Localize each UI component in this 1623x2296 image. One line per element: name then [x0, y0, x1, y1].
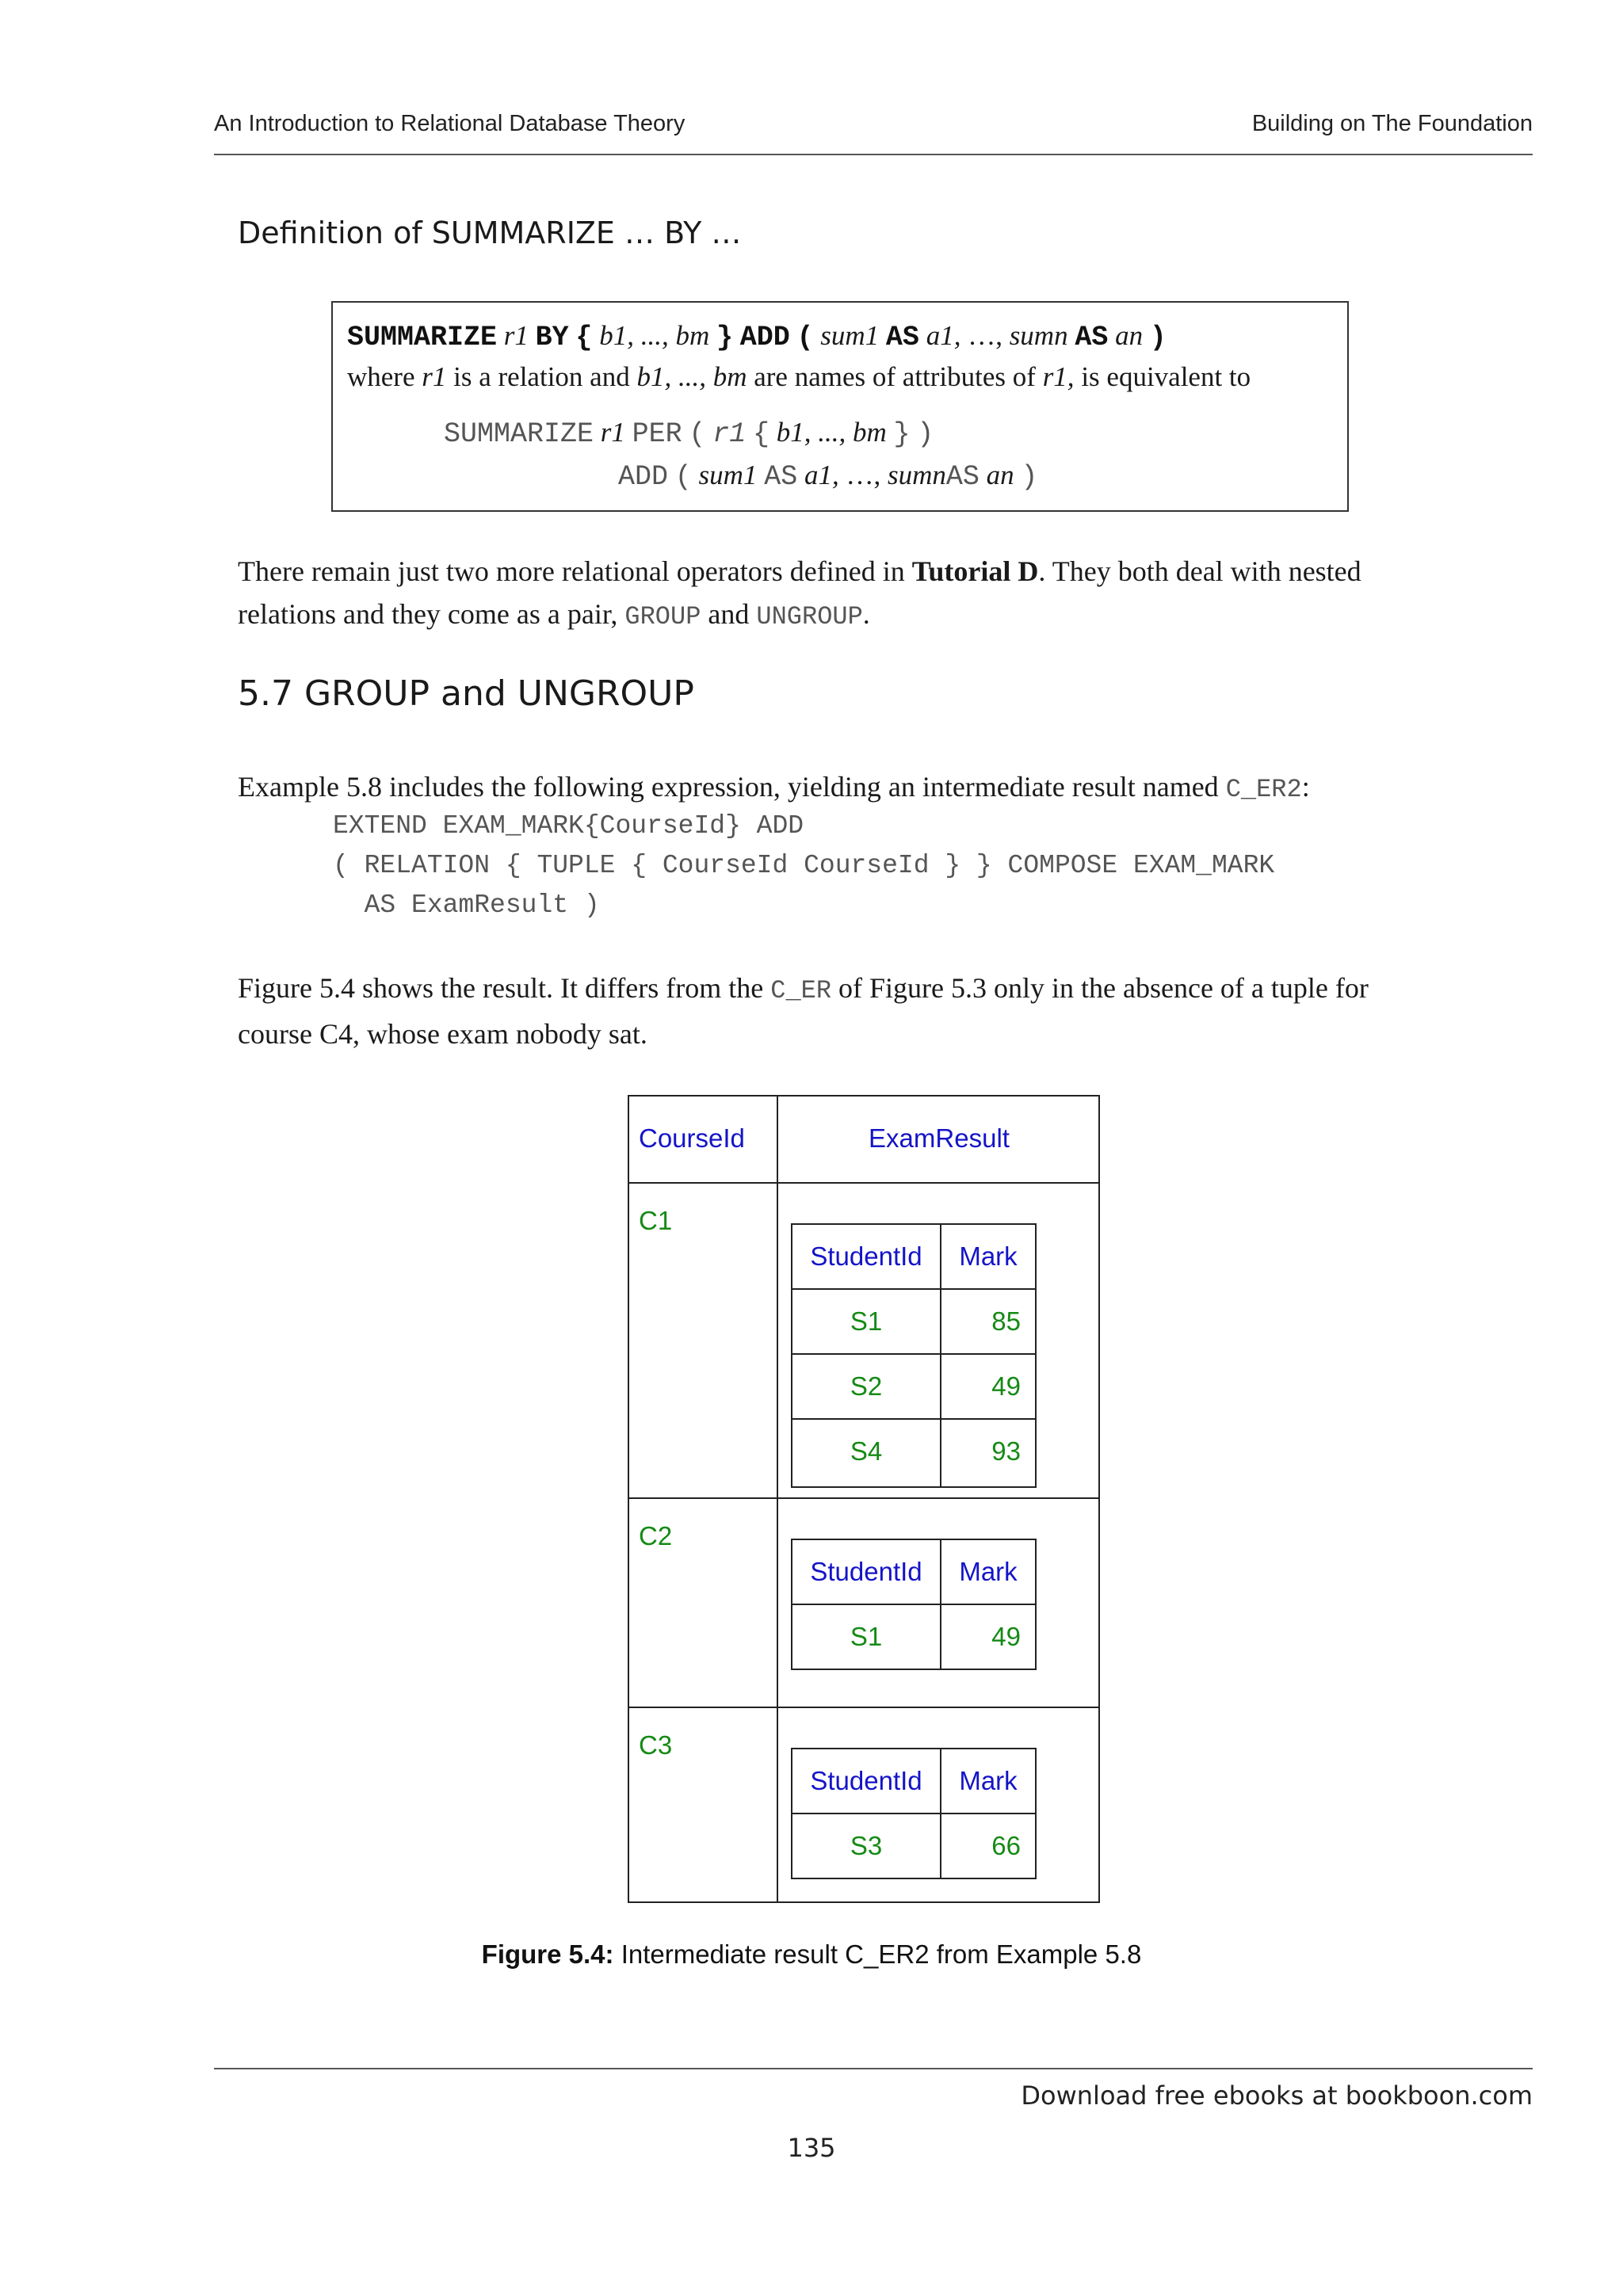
table-row	[792, 1355, 1035, 1418]
studentid-value: S4	[850, 1436, 883, 1466]
column-header-examresult: ExamResult	[869, 1123, 1010, 1153]
inner-header-studentid: StudentId	[810, 1766, 922, 1795]
caption-text: Intermediate result C_ER2 from Example 5.8	[613, 1939, 1142, 1969]
inner-header-row	[792, 1749, 1035, 1813]
var-a1: a1,	[926, 320, 961, 351]
course-cell-c1: C1	[639, 1206, 673, 1235]
definition-title: Definition of SUMMARIZE … BY …	[238, 215, 742, 250]
header-divider	[628, 1182, 1100, 1184]
table-row	[792, 1290, 1035, 1353]
header-rule	[214, 154, 1533, 155]
mark-value: 93	[991, 1436, 1021, 1466]
paren-close: )	[1149, 322, 1167, 353]
kw-per: PER	[632, 418, 682, 450]
kw-add: ADD	[618, 461, 669, 493]
footer-download-link[interactable]: Download free ebooks at bookboon.com	[1021, 2081, 1533, 2111]
code-ungroup: UNGROUP	[756, 602, 863, 631]
text: where	[347, 361, 422, 392]
running-header-chapter: Building on The Foundation	[1251, 111, 1533, 136]
code-line-1: EXTEND EXAM_MARK{CourseId} ADD	[333, 811, 804, 841]
inner-header-row	[792, 1225, 1035, 1288]
studentid-value: S3	[850, 1831, 883, 1860]
var-r1: r1	[422, 361, 447, 392]
kw-as: AS	[885, 322, 919, 353]
var-sumn: sumn	[1009, 320, 1068, 351]
emphasis-tutorial-d: Tutorial D	[911, 555, 1039, 587]
definition-equivalent-line-1	[444, 417, 934, 450]
definition-equivalent-line-2	[618, 460, 1037, 493]
text: Example 5.8 includes the following expression, yielding an intermediate result named	[238, 771, 1226, 803]
course-cell-c2: C2	[639, 1521, 673, 1550]
text: course C4, whose exam nobody sat.	[238, 1018, 647, 1050]
var-b-list: b1, ..., bm	[636, 361, 747, 392]
kw-add: ADD	[739, 322, 790, 353]
running-header-title: An Introduction to Relational Database Theory	[214, 111, 685, 136]
brace-close: }	[893, 418, 911, 450]
inner-header-mark: Mark	[959, 1766, 1018, 1795]
ellipsis: …,	[838, 460, 888, 490]
var-r1: r1	[712, 418, 747, 450]
paragraph-operators	[238, 550, 1426, 639]
var-sum1: sum1	[820, 320, 880, 351]
kw-as: AS	[1075, 322, 1109, 353]
code-line-3: AS ExamResult )	[333, 891, 600, 920]
paren-open: (	[674, 461, 692, 493]
paren-open: (	[689, 418, 706, 450]
column-divider	[777, 1095, 778, 1903]
text: is equivalent to	[1074, 361, 1251, 392]
var-an: an	[1115, 320, 1144, 351]
inner-header-studentid: StudentId	[810, 1557, 922, 1586]
studentid-value: S2	[850, 1371, 883, 1401]
text: :	[1301, 771, 1310, 803]
var-an: an	[986, 460, 1014, 490]
text: is a relation and	[446, 361, 637, 392]
kw-by: BY	[535, 322, 569, 353]
code-line-2: ( RELATION { TUPLE { CourseId CourseId } } COMPOSE EXAM_MARK	[333, 851, 1275, 880]
table-row	[792, 1605, 1035, 1669]
inner-header-studentid: StudentId	[810, 1241, 922, 1271]
inner-header-row	[792, 1540, 1035, 1604]
var-b-list: b1, ..., bm	[776, 417, 887, 448]
row-divider	[628, 1497, 1100, 1499]
paren-close: )	[917, 418, 934, 450]
text: of Figure 5.3 only in the absence of a tuple for	[831, 972, 1369, 1004]
inner-header-mark: Mark	[959, 1557, 1018, 1586]
table-row	[792, 1814, 1035, 1878]
var-r1: r1	[503, 320, 529, 351]
kw-as: AS	[764, 461, 798, 493]
var-sumn: sumn	[887, 460, 946, 490]
nested-relation-c3	[791, 1748, 1037, 1879]
definition-explanation-line	[347, 361, 1251, 393]
page-number: 135	[787, 2133, 836, 2163]
footer-rule	[214, 2068, 1533, 2069]
nested-relation-c2	[791, 1539, 1037, 1670]
definition-box	[331, 301, 1349, 512]
brace-close: }	[716, 322, 733, 353]
text: .	[862, 598, 870, 630]
text: There remain just two more relational operators defined in	[238, 555, 912, 587]
paragraph-figure-reference	[238, 967, 1426, 1055]
brace-open: {	[575, 322, 593, 353]
text: and	[701, 598, 757, 630]
row-divider	[628, 1707, 1100, 1708]
code-c-er: C_ER	[770, 976, 832, 1005]
mark-value: 66	[991, 1831, 1021, 1860]
mark-value: 49	[991, 1622, 1021, 1651]
ellipsis: …,	[960, 320, 1010, 351]
definition-syntax-line	[347, 320, 1167, 353]
studentid-value: S1	[850, 1622, 883, 1651]
text: . They both deal with nested	[1038, 555, 1361, 587]
text: are names of attributes of	[747, 361, 1043, 392]
var-r1: r1,	[1042, 361, 1075, 392]
var-r1: r1	[600, 417, 625, 448]
code-group: GROUP	[624, 602, 701, 631]
column-header-courseid: CourseId	[639, 1123, 745, 1153]
text: Figure 5.4 shows the result. It differs from the	[238, 972, 771, 1004]
text: relations and they come as a pair,	[238, 598, 625, 630]
kw-summarize: SUMMARIZE	[444, 418, 594, 450]
var-b-list: b1, ..., bm	[599, 320, 710, 351]
nested-relation-c1	[791, 1223, 1037, 1488]
var-sum1: sum1	[698, 460, 758, 490]
paren-close: )	[1021, 461, 1038, 493]
figure-caption	[0, 1939, 1623, 1970]
studentid-value: S1	[850, 1306, 883, 1336]
figure-table	[628, 1095, 1100, 1903]
inner-header-mark: Mark	[959, 1241, 1018, 1271]
mark-value: 85	[991, 1306, 1021, 1336]
paragraph-example	[238, 765, 1426, 811]
code-c-er2: C_ER2	[1225, 775, 1302, 804]
var-a1: a1,	[804, 460, 839, 490]
section-heading: 5.7 GROUP and UNGROUP	[238, 673, 694, 714]
table-row	[792, 1420, 1035, 1483]
kw-summarize: SUMMARIZE	[347, 322, 498, 353]
mark-value: 49	[991, 1371, 1021, 1401]
kw-as: AS	[945, 461, 980, 493]
paren-open: (	[796, 322, 814, 353]
caption-label: Figure 5.4:	[481, 1939, 614, 1969]
course-cell-c3: C3	[639, 1730, 673, 1760]
brace-open: {	[752, 418, 769, 450]
